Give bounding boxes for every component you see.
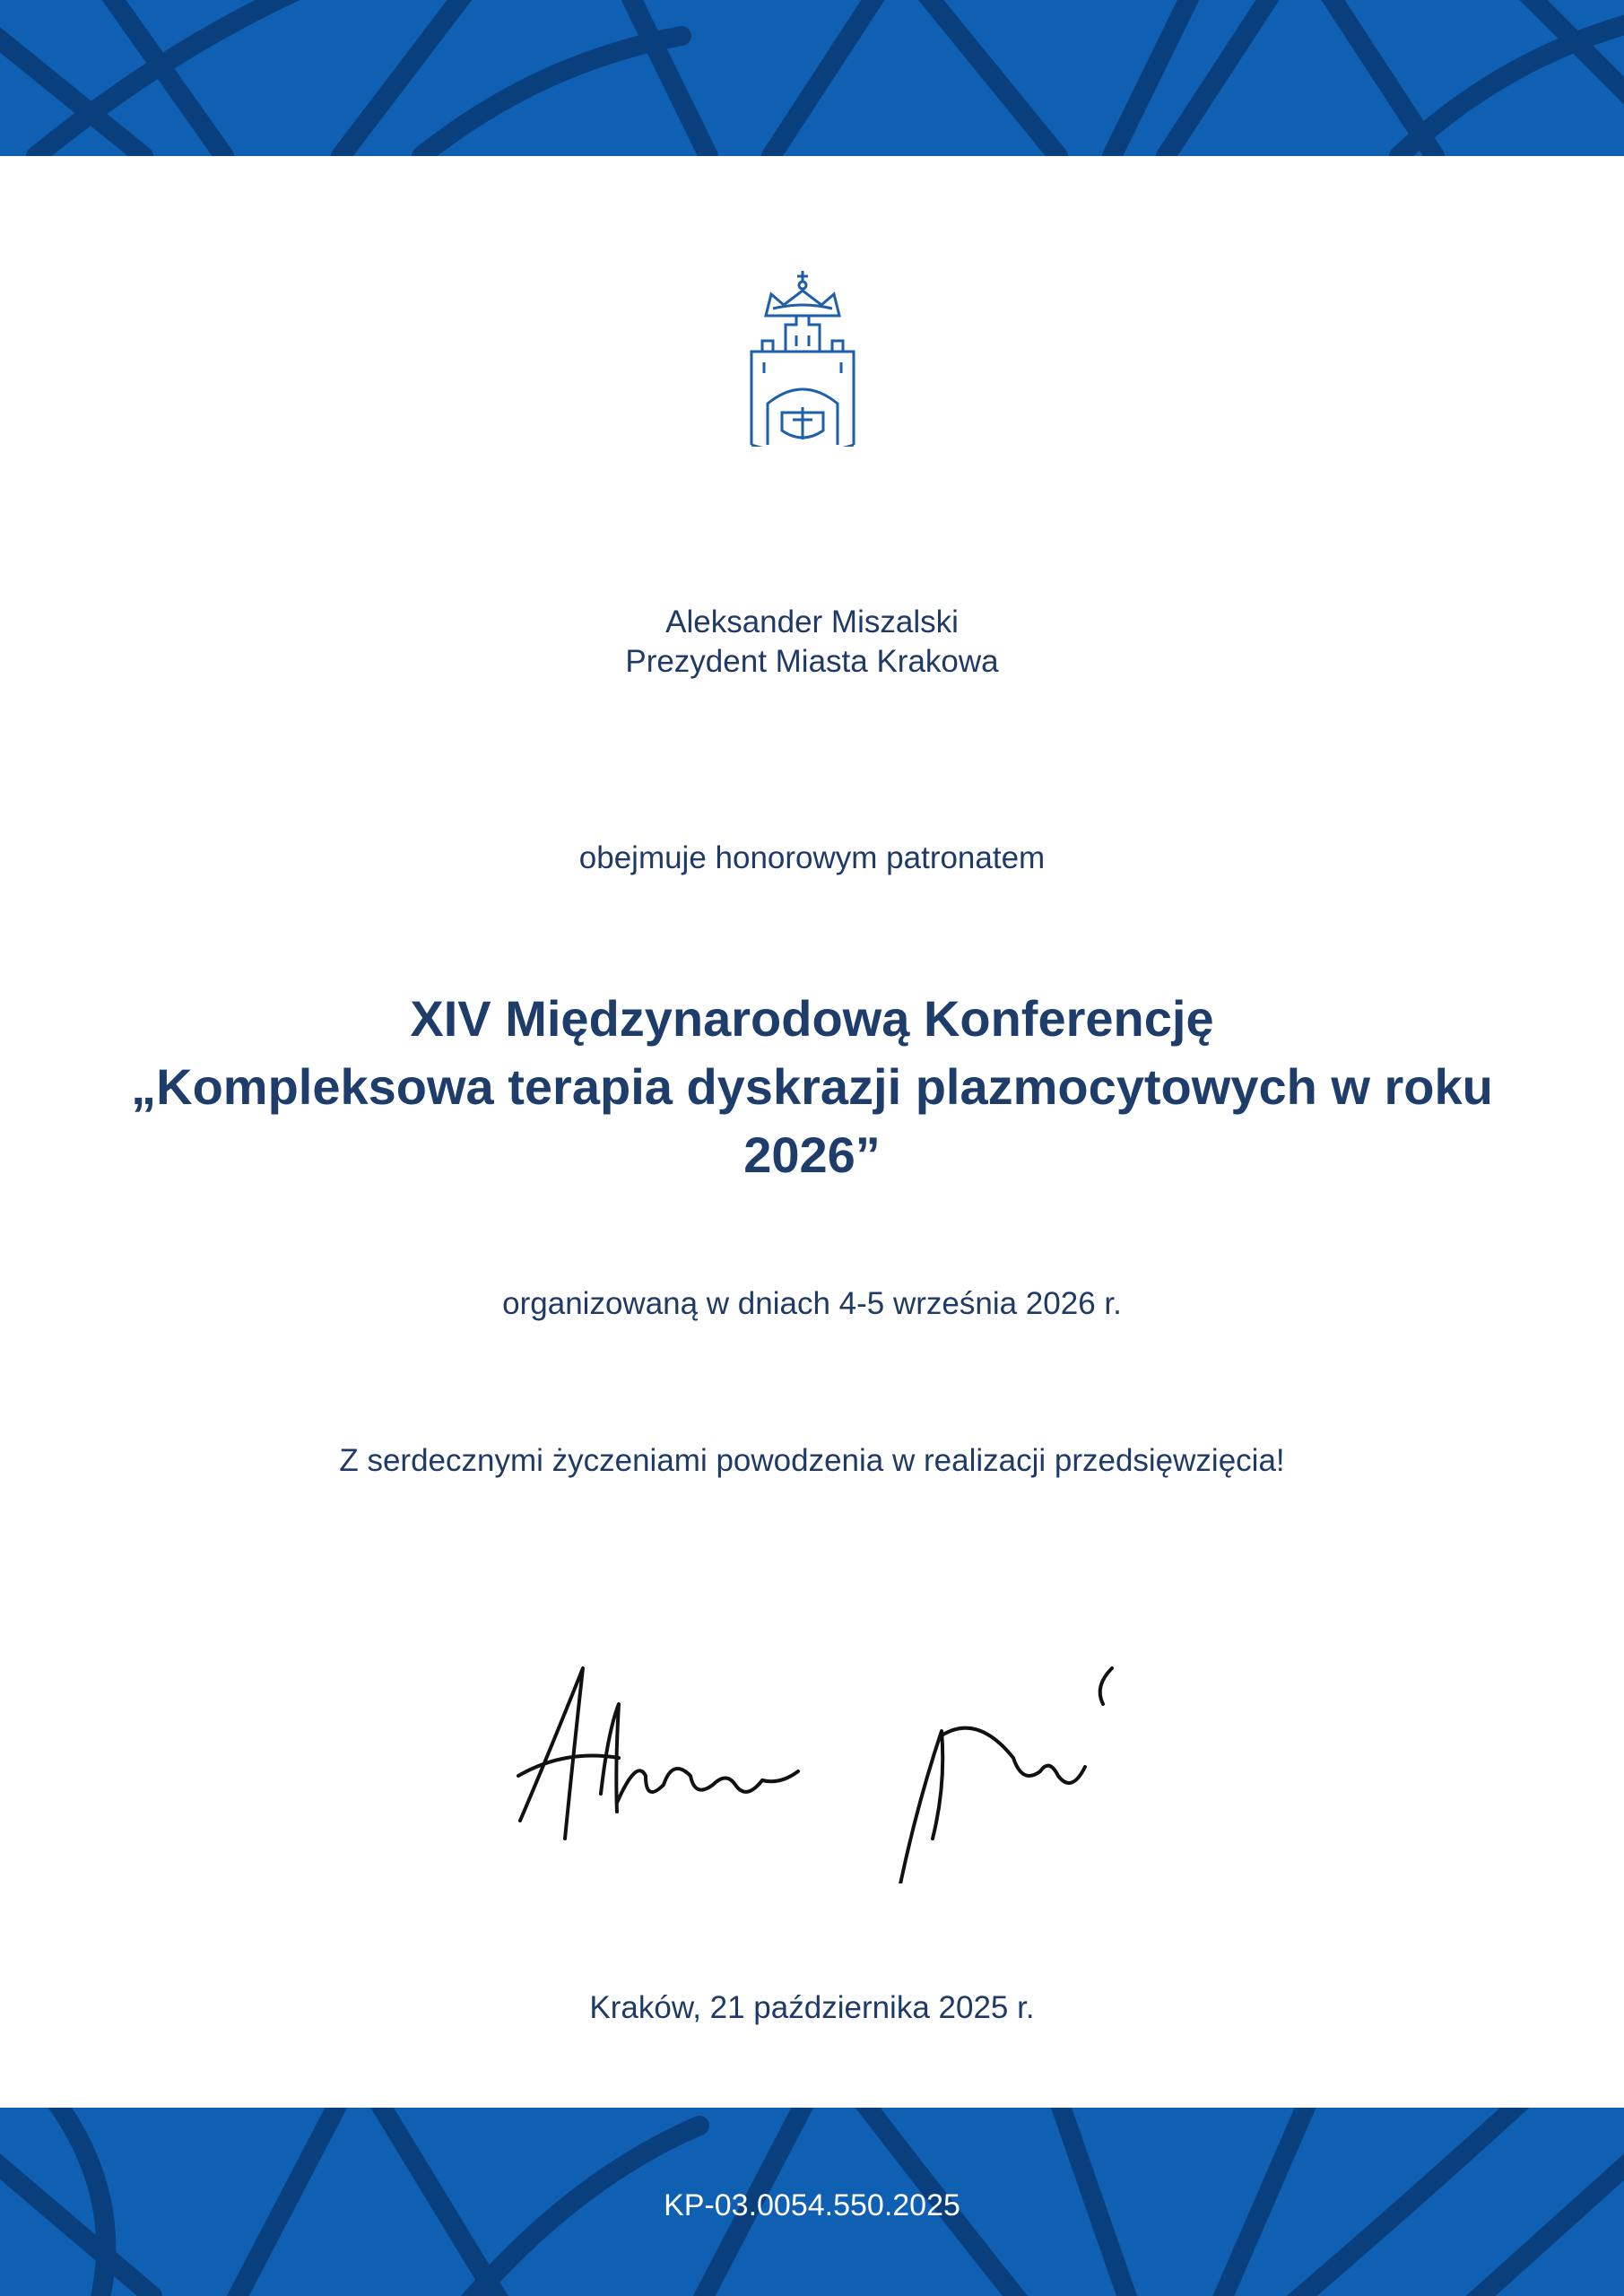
event-title (90, 985, 1534, 1189)
author-title: Prezydent Miasta Krakowa (625, 644, 999, 679)
author-block (0, 603, 1624, 682)
krakow-coat-of-arms-icon (746, 269, 859, 447)
intro-text: obejmuje honorowym patronatem (578, 840, 1046, 875)
handwritten-signature-icon (511, 1650, 1139, 1883)
author-name: Aleksander Miszalski (665, 604, 959, 639)
document-reference-number: KP-03.0054.550.2025 (664, 2188, 960, 2222)
event-title-line2: „Kompleksowa terapia dyskrazji plazmocytowych w roku 2026” (131, 1058, 1493, 1183)
place-and-date: Kraków, 21 października 2025 r. (589, 1990, 1035, 2025)
top-decorative-band (0, 0, 1624, 156)
event-dates: organizowaną w dniach 4-5 września 2026 r. (502, 1286, 1122, 1321)
band-pattern (0, 0, 1624, 156)
event-title-line1: XIV Międzynarodową Konferencję (410, 990, 1214, 1047)
wishes-text: Z serdecznymi życzeniami powodzenia w realizacji przedsięwzięcia! (339, 1443, 1285, 1478)
